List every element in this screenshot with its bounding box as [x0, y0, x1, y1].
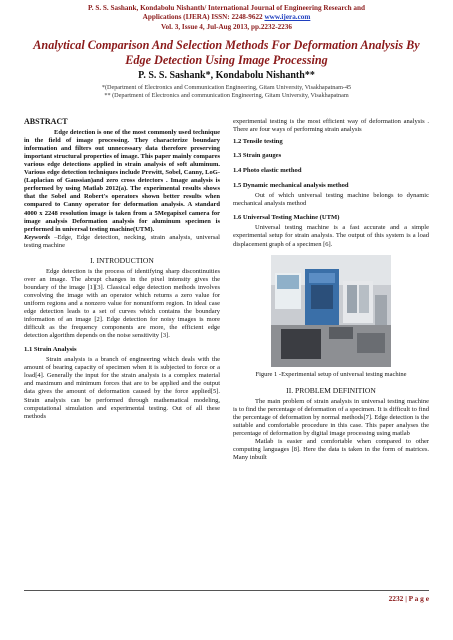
- dynamic-mechanical-body: Out of which universal testing machine belongs to dynamic mechanical analysis method: [233, 192, 429, 208]
- figure-caption: Figure 1 -Experimental setup of universal testing machine: [255, 370, 407, 378]
- continuation-text: experimental testing is the most efficient way of deformation analysis . There are four ways of performing strain analysis: [233, 118, 429, 134]
- dynamic-mechanical-heading: 1.5 Dynamic mechanical analysis method: [233, 182, 349, 190]
- affiliation-1: *(Department of Electronics and Communication Engineering, Gitam University, Visakhapatnam-45: [101, 84, 352, 91]
- header-line-3: Vol. 3, Issue 4, Jul-Aug 2013, pp.2232-2236: [161, 22, 292, 31]
- photo-elastic-heading: 1.4 Photo elastic method: [233, 167, 302, 175]
- tensile-testing-heading: 1.2 Tensile testing: [233, 138, 283, 146]
- header-issn: Applications (IJERA) ISSN: 2248-9622: [142, 13, 265, 22]
- paper-authors: P. S. S. Sashank*, Kondabolu Nishanth**: [138, 70, 315, 81]
- strain-analysis-body: Strain analysis is a branch of engineering which deals with the amount of bearing capacity of specimen when it is subjected to force or a load[4]. Generally the input for the strain analysis is a complex material and maximum and minimum forces that are to be applied and the output data gives the amount of deformation caused by the force applied[5]. Strain analysis can be performed through mathematical modeling, computational simulation and experimental testing. Out of all these methods: [24, 356, 220, 420]
- header-line-2: [20, 13, 433, 22]
- keywords-label: Keywords: [24, 233, 50, 241]
- utm-photo-illustration: [271, 255, 391, 367]
- page-number: 2232 | P a g e: [388, 594, 429, 603]
- utm-photo: [271, 255, 391, 367]
- affiliation-2: ** (Department of Electronics and communication Engineering, Gitam University, Visakhapatnam: [104, 92, 349, 99]
- header-line-1: P. S. S. Sashank, Kondabolu Nishanth/ International Journal of Engineering Research and: [88, 4, 365, 12]
- utm-heading: 1.6 Universal Testing Machine (UTM): [233, 214, 340, 222]
- problem-definition-body: The main problem of strain analysis in universal testing machine is to find the percentage of deformation of a specimen. It is difficult to find the percentage of deformation by normal methods[7]. Edge detection is the suitable and comfortable procedure in this case. This paper analyses the percentage of deformation by digital image processing using matlab: [233, 397, 429, 437]
- introduction-heading: I. INTRODUCTION: [90, 255, 154, 265]
- introduction-body: Edge detection is the process of identifying sharp discontinuities over an image. The abrupt changes in the pixel intensity gives the boundary of the image [1][3]. Classical edge detection methods involves convolving the image with an operator which returns a zero value for uniform regions and a nonzero value for nonuniform region. In ideal case edge detection leads to a set of curves which contains the boundary information of an image [2]. Edge detection for noisy images is more difficult as the frequency components are more, the efficient edge detection algorithm depends on the noise sensitivity [3].: [24, 267, 220, 340]
- abstract-body: Edge detection is one of the most commonly used technique in the field of image processing. They characterize boundary information and filters out unnecessary data therefore preserving important structural properties of image. This paper mainly compares various edge detections applied in strain analysis of soft aluminum. Various edge detection techniques include Prewitt, Sobel, Canny, LoG-(Laplacian of Gaussian)and zero cross detectors . Image analysis is performed by using Matlab 2012(a). The experimental results shows that the Sobel and Robert's operators shown better results when compared to Canny operator for deformation analysis. A standard 4000 x 2248 resolution image is taken from a 5Megapixel camera for image analysis Deformation analysis for aluminum specimen is performed in universal testing machine(UTM).: [24, 129, 220, 233]
- abstract-heading: ABSTRACT: [24, 117, 68, 126]
- left-column: [24, 118, 220, 421]
- journal-website-link[interactable]: www.ijera.com: [264, 13, 311, 22]
- problem-definition-body-2: Matlab is easier and comfortable when compared to other computing languages [8]. Here the data is taken in the form of matrices. Many inbuilt: [233, 437, 429, 461]
- strain-gauges-heading: 1.3 Strain gauges: [233, 152, 282, 160]
- keywords: [24, 234, 220, 250]
- keywords-text: –Edge, Edge detection, necking, strain analysis, universal testing machine: [24, 233, 220, 249]
- footer-divider: [24, 590, 429, 591]
- utm-body: Universal testing machine is a fast accurate and a simple experimental setup for strain analysis. The output of this system is a load displacement graph of a specimen [6].: [233, 224, 429, 248]
- right-column: [233, 118, 429, 462]
- journal-header: [20, 4, 433, 32]
- problem-definition-heading: II. PROBLEM DEFINITION: [286, 385, 376, 395]
- strain-analysis-heading: 1.1 Strain Analysis: [24, 346, 77, 354]
- paper-title: Analytical Comparison And Selection Methods For Deformation Analysis By Edge Detection Using Image Processing: [33, 38, 420, 67]
